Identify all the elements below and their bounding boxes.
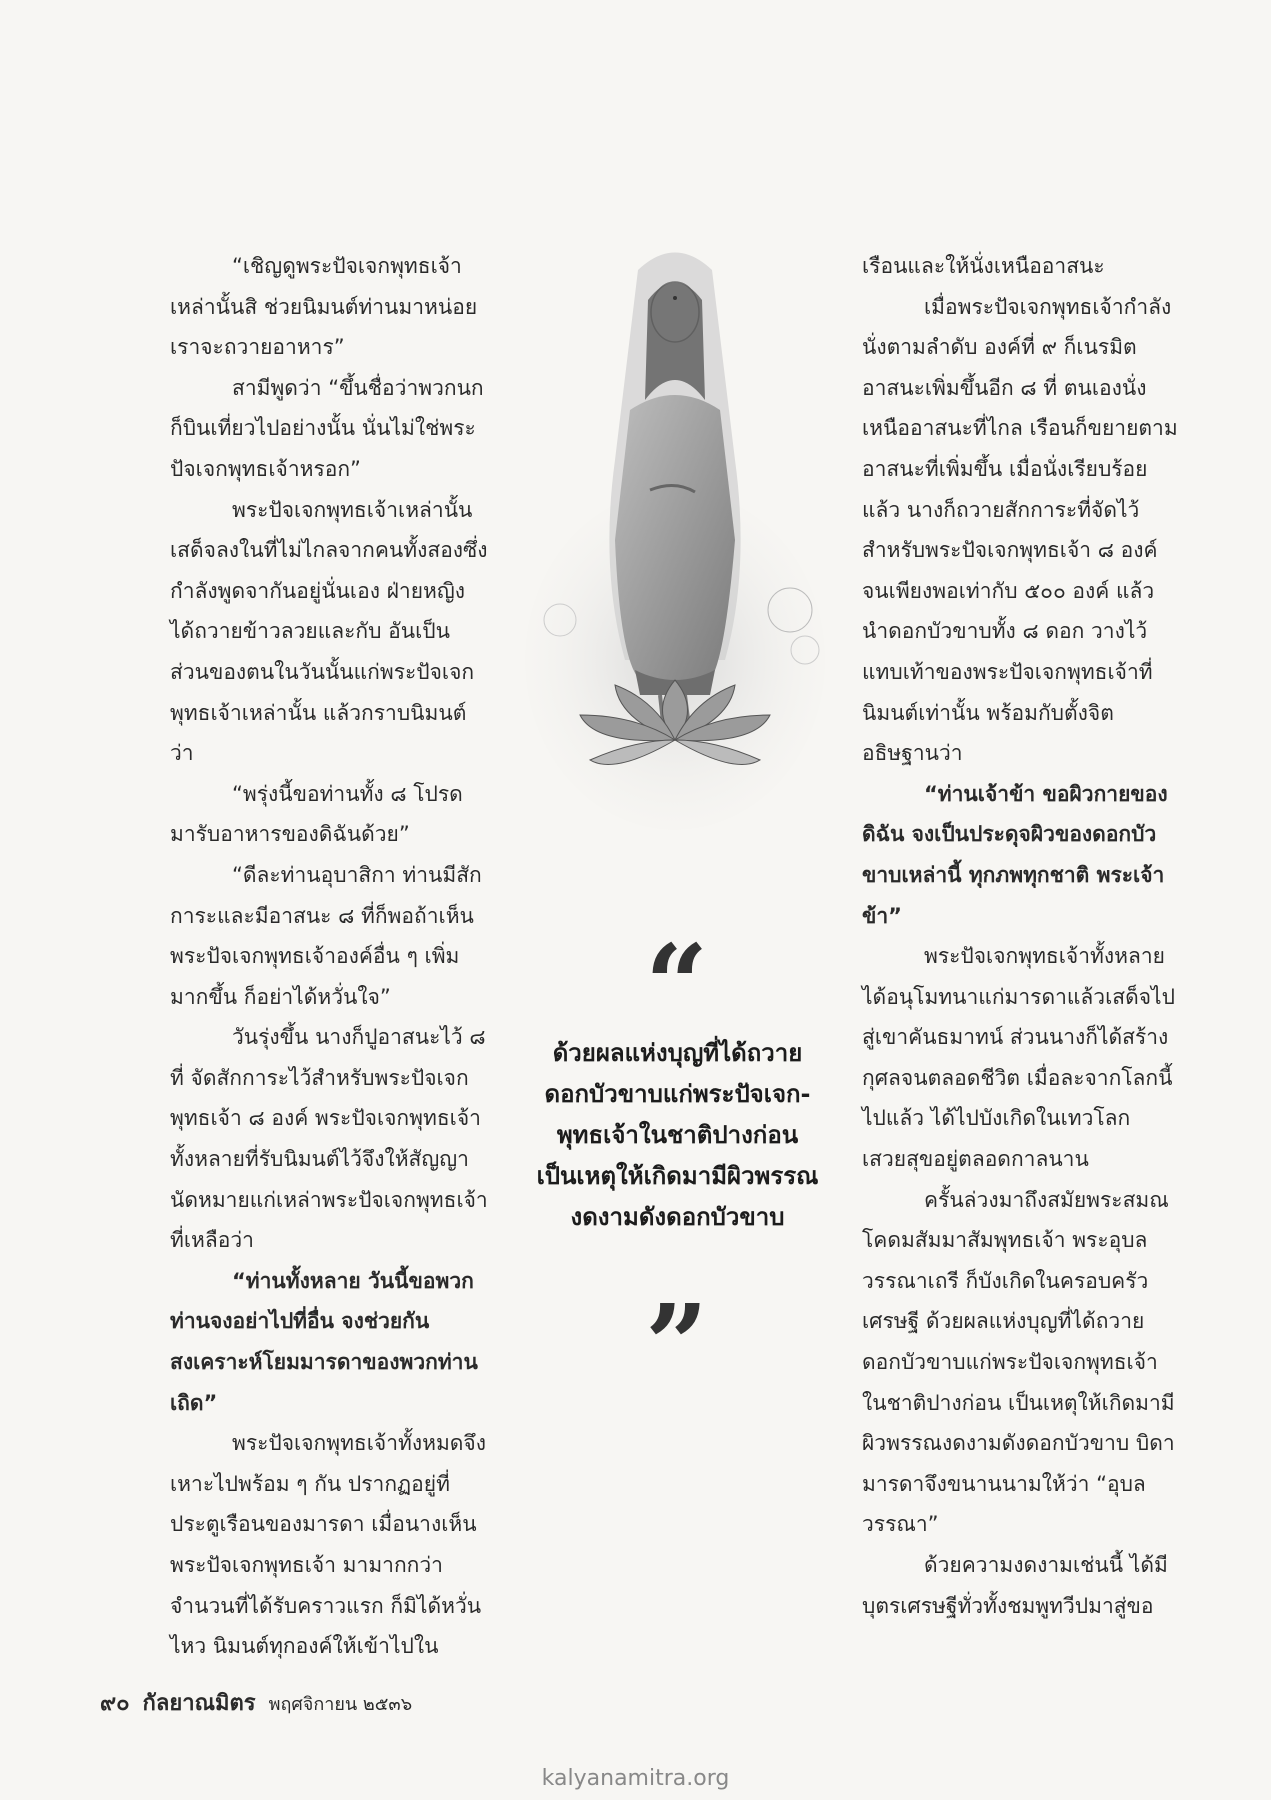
- paragraph: “ดีละท่านอุบาสิกา ท่านมีสักการะและมีอาสนะ ๘ ที่ก็พอถ้าเห็นพระปัจเจกพุทธเจ้าองค์อื่น ๆ เพิ่มมากขึ้น ก็อย่าได้หวั่นใจ”: [170, 862, 482, 1009]
- paragraph: ครั้นล่วงมาถึงสมัยพระสมณโคดมสัมมาสัมพุทธเจ้า พระอุบลวรรณาเถรี ก็บังเกิดในครอบครัวเศรษฐี ด้วยผลแห่งบุญที่ได้ถวายดอกบัวขาบแก่พระปัจเจกพุทธเจ้าในชาติปางก่อน เป็นเหตุให้เกิดมามีผิวพรรณงดงามดังดอกบัวขาบ บิดามารดาจึงขนานนามให้ว่า “อุบลวรรณา”: [862, 1187, 1175, 1537]
- pull-quote: [515, 1033, 840, 1238]
- page-number: ๙๐: [100, 1691, 130, 1716]
- right-column: [862, 246, 1180, 1626]
- site-watermark: kalyanamitra.org: [541, 1766, 730, 1791]
- paragraph: เรือนและให้นั่งเหนืออาสนะ: [862, 254, 1105, 278]
- paragraph: พระปัจเจกพุทธเจ้าทั้งหลายได้อนุโมทนาแก่มารดาแล้วเสด็จไปสู่เขาคันธมาทน์ ส่วนนางก็ได้สร้างกุศลจนตลอดชีวิต เมื่อละจากโลกนี้ไปแล้ว ได้ไปบังเกิดในเทวโลก เสวยสุขอยู่ตลอดกาลนาน: [862, 944, 1175, 1172]
- pull-quote-line: งดงามดังดอกบัวขาบ: [570, 1203, 785, 1231]
- left-column: [170, 246, 488, 1667]
- paragraph: พระปัจเจกพุทธเจ้าเหล่านั้นเสด็จลงในที่ไม่ไกลจากคนทั้งสองซึ่งกำลังพูดจากันอยู่นั่นเอง ฝ่ายหญิงได้ถวายข้าวลวยและกับ อันเป็นส่วนของตนในวันนั้นแก่พระปัจเจกพุทธเจ้าเหล่านั้น แล้วกราบนิมนต์ว่า: [170, 497, 488, 766]
- bold-quote-paragraph: “ท่านทั้งหลาย วันนี้ขอพวกท่านจงอย่าไปที่อื่น จงช่วยกันสงเคราะห์โยมมารดาของพวกท่านเถิด”: [170, 1268, 478, 1415]
- woman-on-lotus-illustration: [520, 240, 830, 840]
- pull-quote-line: พุทธเจ้าในชาติปางก่อน: [556, 1121, 799, 1149]
- paragraph: “พรุ่งนี้ขอท่านทั้ง ๘ โปรดมารับอาหารของดิฉันด้วย”: [170, 781, 463, 847]
- pull-quote-line: ดอกบัวขาบแก่พระปัจเจก-: [544, 1080, 811, 1108]
- open-quote-mark: “: [645, 920, 709, 1049]
- pull-quote-line: ด้วยผลแห่งบุญที่ได้ถวาย: [552, 1039, 803, 1067]
- paragraph: เมื่อพระปัจเจกพุทธเจ้ากำลังนั่งตามลำดับ องค์ที่ ๙ ก็เนรมิตอาสนะเพิ่มขึ้นอีก ๘ ที่ ตนเองนั่งเหนืออาสนะที่ไกล เรือนก็ขยายตามอาสนะที่เพิ่มขึ้น เมื่อนั่งเรียบร้อยแล้ว นางก็ถวายสักการะที่จัดไว้สำหรับพระปัจเจกพุทธเจ้า ๘ องค์ จนเพียงพอเท่ากับ ๕๐๐ องค์ แล้วนำดอกบัวขาบทั้ง ๘ ดอก วางไว้แทบเท้าของพระปัจเจกพุทธเจ้าที่นิมนต์เท่านั้น พร้อมกับตั้งจิตอธิษฐานว่า: [862, 294, 1178, 766]
- close-quote-mark: ”: [645, 1280, 709, 1409]
- paragraph: “เชิญดูพระปัจเจกพุทธเจ้าเหล่านั้นสิ ช่วยนิมนต์ท่านมาหน่อยเราจะถวายอาหาร”: [170, 254, 478, 360]
- issue-date: พฤศจิกายน ๒๕๓๖: [268, 1694, 413, 1715]
- bold-quote-paragraph: “ท่านเจ้าข้า ขอผิวกายของดิฉัน จงเป็นประดุจผิวของดอกบัวขาบเหล่านี้ ทุกภพทุกชาติ พระเจ้าข้า”: [862, 781, 1168, 928]
- paragraph: ด้วยความงดงามเช่นนี้ ได้มีบุตรเศรษฐีทั่วทั้งชมพูทวีปมาสู่ขอ: [862, 1553, 1168, 1618]
- magazine-name: กัลยาณมิตร: [142, 1691, 256, 1716]
- page-footer: [100, 1685, 412, 1720]
- paragraph: สามีพูดว่า “ขึ้นชื่อว่าพวกนกก็บินเที่ยวไปอย่างนั้น นั่นไม่ใช่พระปัจเจกพุทธเจ้าหรอก”: [170, 375, 484, 481]
- paragraph: พระปัจเจกพุทธเจ้าทั้งหมดจึงเหาะไปพร้อม ๆ กัน ปรากฏอยู่ที่ประตูเรือนของมารดา เมื่อนางเห็นพระปัจเจกพุทธเจ้า มามากกว่าจำนวนที่ได้รับคราวแรก ก็มิได้หวั่นไหว นิมนต์ทุกองค์ให้เข้าไปใน: [170, 1431, 486, 1659]
- paragraph: วันรุ่งขึ้น นางก็ปูอาสนะไว้ ๘ ที่ จัดสักการะไว้สำหรับพระปัจเจกพุทธเจ้า ๘ องค์ พระปัจเจกพุทธเจ้าทั้งหลายที่รับนิมนต์ไว้จึงให้สัญญานัดหมายแก่เหล่าพระปัจเจกพุทธเจ้าที่เหลือว่า: [170, 1025, 488, 1253]
- pull-quote-line: เป็นเหตุให้เกิดมามีผิวพรรณ: [536, 1162, 819, 1190]
